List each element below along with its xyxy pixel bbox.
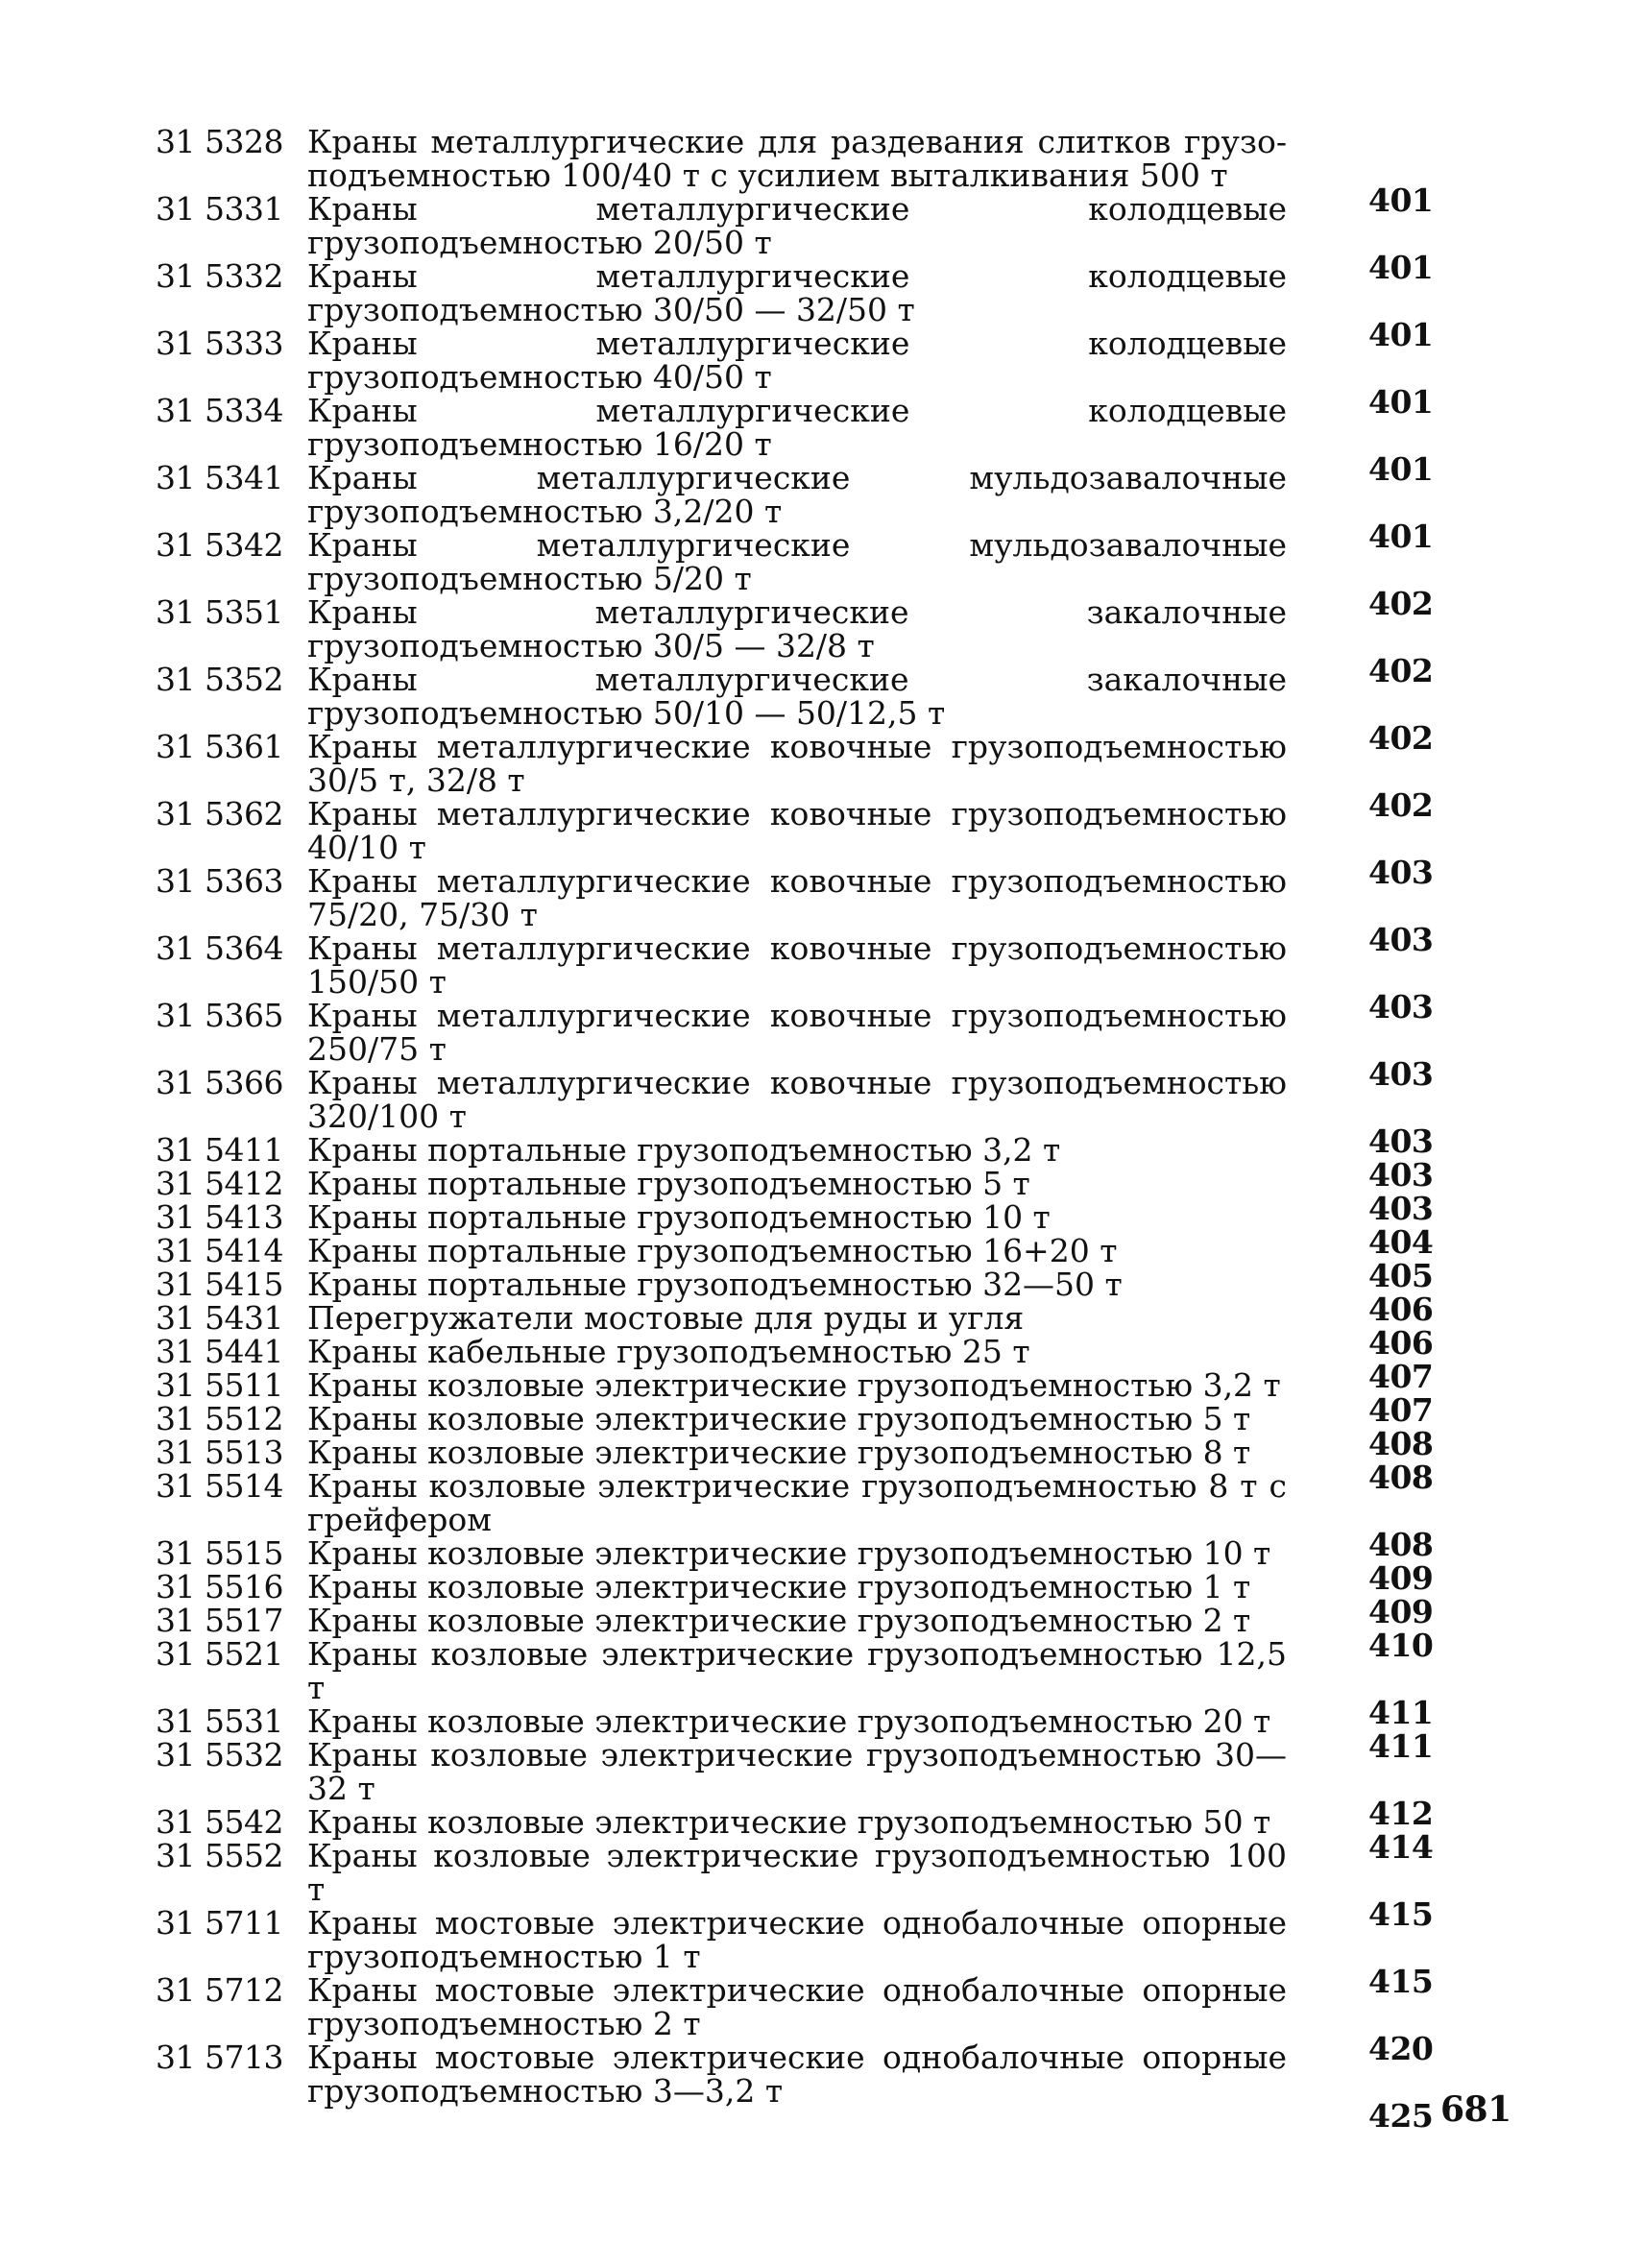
entry-description: Краны козловые электрические грузоподъемностью 10 т: [307, 1534, 1271, 1572]
entry-description: Краны кабельные грузоподъемностью 25 т: [307, 1333, 1030, 1370]
entry-description: Краны портальные грузоподъемностью 3,2 т: [307, 1131, 1061, 1169]
entry-description: Краны металлургические ковочные грузоподъемностью 250/75 т: [307, 997, 1287, 1068]
entry-code: 31 5513: [156, 1434, 283, 1471]
entry-description: Краны портальные грузоподъемностью 16+20 т: [307, 1232, 1118, 1269]
entry-page: 406: [1368, 1324, 1434, 1362]
entry-page: 401: [1368, 383, 1434, 421]
entry-page: 404: [1368, 1223, 1434, 1261]
entry-code: 31 5441: [156, 1333, 283, 1370]
entry-page: 409: [1368, 1559, 1434, 1597]
entry-page: 403: [1368, 1156, 1434, 1194]
entry-description: Краны металлургические ковочные грузоподъемностью 75/20, 75/30 т: [307, 862, 1287, 933]
page-number: 681: [1440, 2089, 1511, 2130]
entry-code: 31 5361: [156, 728, 283, 765]
entry-page: 401: [1368, 450, 1434, 488]
entry-code: 31 5515: [156, 1534, 283, 1572]
entry-code: 31 5512: [156, 1400, 283, 1437]
entry-page: 403: [1368, 854, 1434, 891]
entry-page: 420: [1368, 2030, 1434, 2067]
entry-code: 31 5713: [156, 2039, 283, 2076]
entry-description: Перегружатели мостовые для руды и угля: [307, 1299, 1025, 1337]
entry-page: 402: [1368, 585, 1434, 622]
entry-page: 408: [1368, 1526, 1434, 1563]
entry-code: 31 5331: [156, 190, 283, 228]
entry-code: 31 5334: [156, 392, 283, 429]
entry-code: 31 5364: [156, 929, 283, 967]
entry-code: 31 5516: [156, 1568, 283, 1605]
entry-code: 31 5413: [156, 1198, 283, 1236]
entry-description: Краны козловые электрические грузоподъемностью 5 т: [307, 1400, 1251, 1437]
entry-description: Краны козловые электрические грузоподъемностью 3,2 т: [307, 1366, 1281, 1404]
entry-page: 401: [1368, 249, 1434, 286]
entry-description: Краны металлургические ковочные грузоподъемностью 40/10 т: [307, 795, 1287, 866]
entry-description: Краны мостовые электрические однобалочные опорные грузоподъемностью 3—3,2 т: [307, 2039, 1287, 2110]
entry-description: Краны козловые электрические грузоподъемностью 50 т: [307, 1803, 1271, 1841]
entry-description: Краны козловые электрические грузоподъемностью 100 т: [307, 1837, 1287, 1908]
entry-description: Краны металлургические ковочные грузоподъемностью 320/100 т: [307, 1064, 1287, 1135]
entry-page: 403: [1368, 1055, 1434, 1093]
entry-code: 31 5333: [156, 325, 283, 362]
entry-page: 403: [1368, 921, 1434, 958]
entry-page: 407: [1368, 1391, 1434, 1429]
entry-description: Краны металлургические колодцевые грузоподъемностью 16/20 т: [307, 392, 1287, 463]
entry-page: 402: [1368, 652, 1434, 689]
entry-page: 408: [1368, 1425, 1434, 1462]
entry-code: 31 5362: [156, 795, 283, 832]
entry-description: Краны портальные грузоподъемностью 5 т: [307, 1165, 1030, 1202]
entry-description: Краны металлургические ковочные грузоподъемностью 30/5 т, 32/8 т: [307, 728, 1287, 799]
entry-page: 412: [1368, 1795, 1434, 1832]
entry-description: Краны козловые электрические грузоподъемностью 12,5 т: [307, 1635, 1287, 1706]
entry-code: 31 5414: [156, 1232, 283, 1269]
entry-page: 410: [1368, 1627, 1434, 1664]
entry-code: 31 5712: [156, 1971, 283, 2009]
entry-code: 31 5363: [156, 862, 283, 900]
entry-description: Краны козловые электрические грузоподъемностью 8 т: [307, 1434, 1251, 1471]
entry-description: Краны металлургические мульдозавалочные грузоподъемностью 5/20 т: [307, 526, 1287, 597]
entry-code: 31 5412: [156, 1165, 283, 1202]
entry-page: 401: [1368, 518, 1434, 555]
entry-page: 411: [1368, 1727, 1434, 1765]
entry-page: 415: [1368, 1963, 1434, 2000]
entry-description: Краны мостовые электрические однобалочные опорные грузоподъемностью 1 т: [307, 1904, 1287, 1975]
entry-page: 401: [1368, 181, 1434, 219]
entry-code: 31 5328: [156, 123, 283, 160]
entry-page: 409: [1368, 1593, 1434, 1630]
entry-description: Краны металлургические колодцевые грузоподъемностью 40/50 т: [307, 325, 1287, 396]
entry-description: Краны металлургические колодцевые грузоподъемностью 20/50 т: [307, 190, 1287, 261]
entry-description: Краны металлургические ковочные грузоподъемностью 150/50 т: [307, 929, 1287, 1001]
entry-description: Краны металлургические мульдозавалочные грузоподъемностью 3,2/20 т: [307, 459, 1287, 530]
entry-code: 31 5532: [156, 1736, 283, 1773]
entry-code: 31 5711: [156, 1904, 283, 1942]
entry-code: 31 5352: [156, 661, 283, 698]
entry-page: 402: [1368, 786, 1434, 824]
entry-page: 407: [1368, 1358, 1434, 1395]
entry-description: Краны металлургические закалочные грузоподъемностью 30/5 — 32/8 т: [307, 593, 1287, 664]
entry-code: 31 5542: [156, 1803, 283, 1841]
entry-description: Краны козловые электрические грузоподъемностью 1 т: [307, 1568, 1251, 1605]
entry-code: 31 5332: [156, 257, 283, 295]
entry-description: Краны портальные грузоподъемностью 10 т: [307, 1198, 1051, 1236]
entry-page: 403: [1368, 1190, 1434, 1227]
entry-code: 31 5351: [156, 593, 283, 631]
entry-code: 31 5365: [156, 997, 283, 1034]
entry-description: Краны портальные грузоподъемностью 32—50 т: [307, 1266, 1123, 1303]
entry-page: 406: [1368, 1291, 1434, 1328]
entry-page: 402: [1368, 719, 1434, 757]
entry-description: Краны металлургические колодцевые грузоподъемностью 30/50 — 32/50 т: [307, 257, 1287, 328]
entry-description: Краны металлургические закалочные грузоподъемностью 50/10 — 50/12,5 т: [307, 661, 1287, 732]
entry-description: Краны козловые электрические грузоподъемностью 2 т: [307, 1602, 1251, 1639]
entry-code: 31 5511: [156, 1366, 283, 1404]
entry-description: Краны козловые электрические грузоподъемностью 20 т: [307, 1702, 1271, 1740]
entry-description: Краны козловые электрические грузоподъемностью 30—32 т: [307, 1736, 1287, 1807]
entry-code: 31 5514: [156, 1467, 283, 1505]
entry-code: 31 5341: [156, 459, 283, 496]
entry-code: 31 5431: [156, 1299, 283, 1337]
entry-description: Краны козловые электрические грузоподъемностью 8 т с грейфером: [307, 1467, 1287, 1538]
entry-code: 31 5366: [156, 1064, 283, 1101]
entry-code: 31 5415: [156, 1266, 283, 1303]
entry-code: 31 5521: [156, 1635, 283, 1673]
entry-page: 415: [1368, 1895, 1434, 1933]
entry-code: 31 5517: [156, 1602, 283, 1639]
entry-code: 31 5411: [156, 1131, 283, 1169]
entry-page: 401: [1368, 316, 1434, 353]
entry-page: 411: [1368, 1694, 1434, 1731]
entry-code: 31 5531: [156, 1702, 283, 1740]
entry-page: 403: [1368, 1122, 1434, 1160]
entry-description: Краны мостовые электрические однобалочные опорные грузоподъемностью 2 т: [307, 1971, 1287, 2042]
entry-code: 31 5552: [156, 1837, 283, 1874]
entry-description: Краны металлургические для раздевания слитков грузоподъемностью 100/40 т с усилием выталкивания 500 т: [307, 123, 1287, 194]
entry-code: 31 5342: [156, 526, 283, 564]
entry-page: 414: [1368, 1828, 1434, 1866]
entry-page: 405: [1368, 1257, 1434, 1294]
entry-page: 408: [1368, 1459, 1434, 1496]
entry-page: 403: [1368, 988, 1434, 1025]
entry-page: 425: [1368, 2097, 1434, 2135]
